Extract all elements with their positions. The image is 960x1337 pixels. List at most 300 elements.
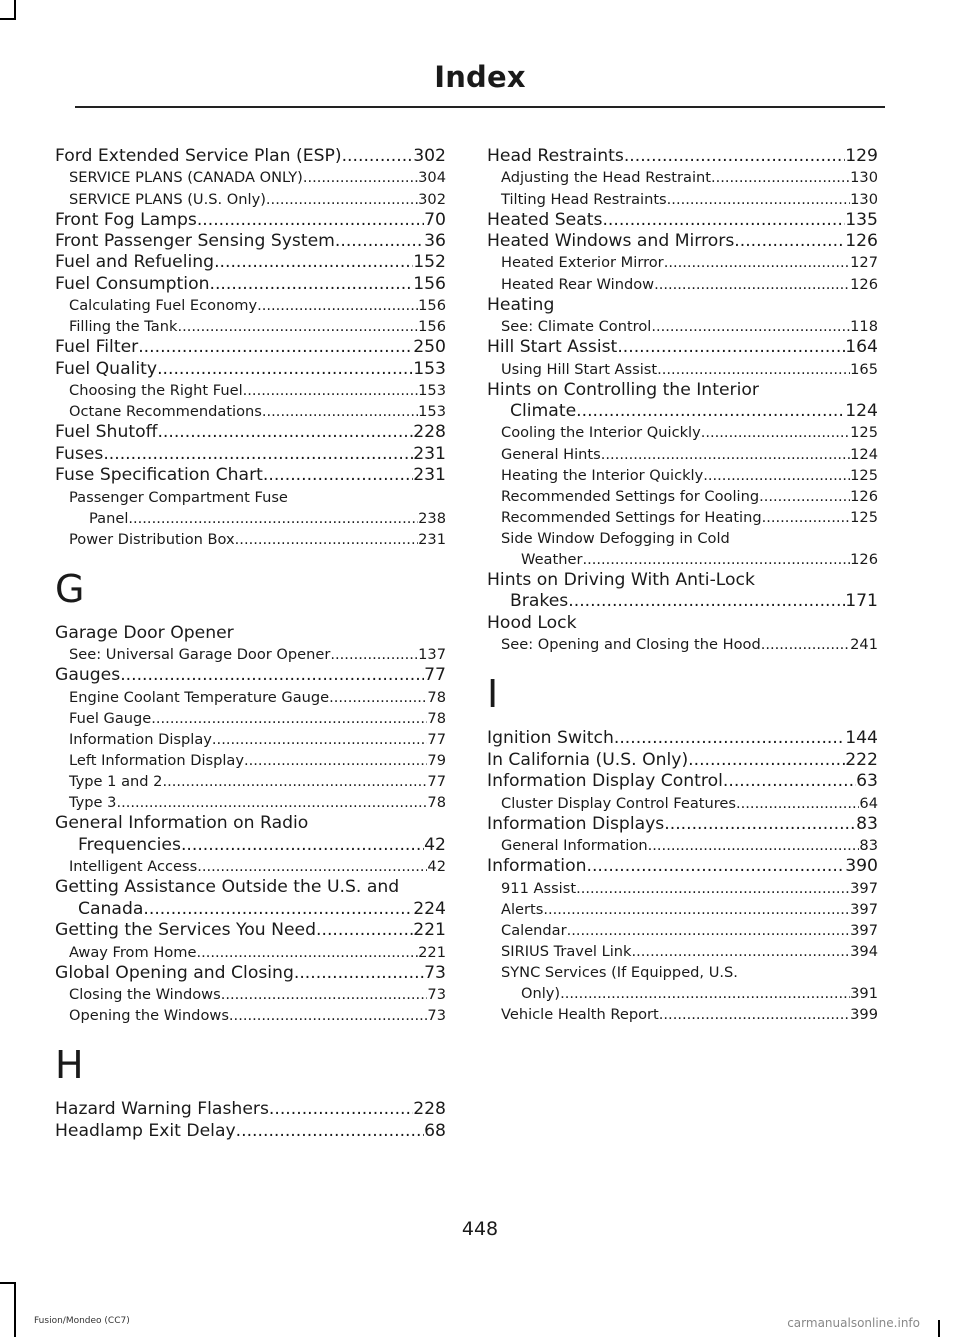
entry-text: SIRIUS Travel Link: [501, 942, 632, 960]
entry-row: [487, 274, 878, 295]
index-subentry: [487, 189, 878, 210]
entry-page-number: 124: [850, 445, 878, 463]
index-entry: [55, 422, 446, 443]
index-entry: [55, 274, 446, 295]
entry-text-line: Side Window Defogging in Cold: [501, 529, 730, 547]
dot-leader: [257, 295, 418, 316]
index-column-right: [487, 146, 878, 1025]
index-subentry: [55, 771, 446, 792]
section-letter: G: [55, 566, 85, 611]
entry-page-number: 231: [413, 465, 446, 486]
entry-text: Panel: [89, 509, 129, 527]
entry-page-number: 77: [424, 665, 446, 686]
entry-text: Ford Extended Service Plan (ESP): [55, 146, 342, 166]
index-entry: [55, 813, 446, 856]
index-subentry: [55, 316, 446, 337]
dot-leader: [316, 920, 413, 941]
index-subentry: [55, 401, 446, 422]
entry-page-number: 130: [850, 190, 878, 208]
entry-page-number: 231: [413, 443, 446, 464]
index-entry: [487, 295, 878, 316]
entry-text: Vehicle Health Report: [501, 1006, 659, 1024]
entry-row: [55, 920, 446, 941]
entry-row: [487, 728, 878, 749]
dot-leader: [624, 146, 845, 167]
entry-row: [55, 942, 446, 963]
entry-row: [55, 337, 446, 358]
index-subentry: [487, 793, 878, 814]
dot-leader: [236, 1121, 424, 1142]
entry-page-number: 304: [418, 169, 446, 187]
entry-row: [55, 984, 446, 1005]
dot-leader: [116, 792, 427, 813]
entry-text: Calculating Fuel Economy: [69, 297, 258, 315]
entry-page-number: 129: [845, 146, 878, 166]
entry-page-number: 73: [427, 1007, 446, 1025]
dot-leader: [335, 231, 424, 252]
entry-text-line: General Information on Radio: [55, 813, 309, 834]
index-subentry: [487, 634, 878, 655]
entry-page-number: 77: [427, 731, 446, 748]
dot-leader: [197, 210, 424, 231]
entry-page-number: 153: [418, 382, 446, 400]
entry-text: Heated Rear Window: [501, 275, 655, 293]
dot-leader: [614, 728, 845, 749]
index-entry: [55, 252, 446, 273]
entry-row: [487, 486, 878, 507]
entry-row: [55, 444, 446, 465]
entry-page-number: 124: [845, 401, 878, 421]
entry-row: [55, 210, 446, 231]
dot-leader: [128, 508, 418, 529]
entry-row: [55, 665, 446, 686]
entry-page-number: 397: [850, 921, 878, 939]
entry-page-number: 78: [427, 688, 446, 706]
index-subentry: [487, 252, 878, 273]
index-subentry: [55, 644, 446, 665]
entry-page-number: 152: [413, 252, 446, 273]
entry-text: Heated Exterior Mirror: [501, 254, 664, 272]
entry-text: Fuel Shutoff: [55, 422, 158, 443]
entry-page-number: 156: [418, 297, 446, 315]
index-subentry: [55, 942, 446, 963]
crop-mark-top-left-v: [14, 0, 16, 20]
entry-text: Canada: [78, 898, 144, 919]
dot-leader: [262, 401, 418, 422]
dot-leader: [266, 189, 418, 210]
dot-leader: [567, 920, 851, 941]
dot-leader: [263, 465, 413, 486]
dot-leader: [667, 189, 850, 210]
dot-leader: [151, 708, 427, 729]
entry-row: [487, 899, 878, 920]
index-subentry: [487, 507, 878, 528]
entry-row: [55, 422, 446, 443]
entry-text: Left Information Display: [69, 752, 245, 770]
dot-leader: [177, 316, 418, 337]
entry-text: Information Displays: [487, 813, 665, 834]
entry-text: Type 1 and 2: [69, 773, 163, 791]
index-subentry: [487, 962, 878, 1004]
entry-text: Using Hill Start Assist: [501, 360, 658, 378]
dot-leader: [143, 899, 413, 920]
entry-row: [55, 189, 446, 210]
entry-text: Garage Door Opener: [55, 622, 234, 643]
entry-row: [487, 401, 878, 422]
dot-leader: [229, 1005, 428, 1026]
dot-leader: [244, 750, 427, 771]
entry-text: Calendar: [501, 921, 567, 939]
entry-text: Fuses: [55, 443, 104, 464]
index-entry: [487, 728, 878, 749]
index-subentry: [55, 687, 446, 708]
index-entry: [55, 1121, 446, 1142]
index-subentry: [55, 189, 446, 210]
entry-row: [487, 465, 878, 486]
entry-page-number: 397: [850, 900, 878, 918]
entry-row: [487, 835, 878, 856]
index-subentry: [487, 920, 878, 941]
entry-row: [487, 231, 878, 252]
index-entry: [55, 623, 446, 644]
index-subentry: [487, 528, 878, 570]
entry-page-number: 79: [427, 752, 446, 770]
entry-page-number: 394: [850, 942, 878, 960]
index-subentry: [55, 295, 446, 316]
entry-text: Recommended Settings for Cooling: [501, 487, 760, 505]
dot-leader: [210, 274, 414, 295]
entry-row: [487, 359, 878, 380]
entry-page-number: 42: [427, 858, 446, 876]
entry-text: Heating: [487, 294, 555, 315]
dot-leader: [654, 274, 850, 295]
entry-text: Intelligent Access: [69, 858, 198, 876]
entry-page-number: 137: [418, 646, 446, 664]
crop-mark-bottom-left-h: [0, 1282, 16, 1284]
index-entry: [55, 1099, 446, 1120]
entry-row: [55, 687, 446, 708]
dot-leader: [568, 591, 845, 612]
index-subentry: [487, 486, 878, 507]
entry-text: Global Opening and Closing: [55, 962, 294, 983]
index-subentry: [487, 1004, 878, 1025]
entry-row: [55, 465, 446, 486]
dot-leader: [701, 422, 850, 443]
entry-text: Adjusting the Head Restraint: [501, 169, 711, 187]
entry-text: Closing the Windows: [69, 986, 221, 1003]
entry-text: Information: [487, 856, 587, 877]
dot-leader: [269, 1099, 413, 1120]
entry-row: [55, 1099, 446, 1120]
entry-row: [487, 983, 878, 1004]
index-entry: [487, 380, 878, 423]
entry-text: Power Distribution Box: [69, 530, 235, 548]
dot-leader: [214, 252, 413, 273]
page-number: 448: [461, 1218, 499, 1240]
entry-text: See: Climate Control: [501, 318, 652, 335]
entry-page-number: 250: [413, 337, 446, 358]
entry-page-number: 126: [850, 487, 878, 505]
entry-text: Information Display: [69, 731, 212, 748]
entry-text: Front Passenger Sensing System: [55, 231, 335, 251]
entry-page-number: 83: [856, 813, 878, 834]
dot-leader: [576, 878, 850, 899]
entry-text: Hazard Warning Flashers: [55, 1099, 269, 1120]
entry-text: Heating the Interior Quickly: [501, 466, 704, 484]
index-entry: [487, 771, 878, 792]
entry-row: [487, 549, 878, 570]
entry-page-number: 222: [845, 749, 878, 770]
entry-row: [487, 856, 878, 877]
entry-row: [55, 146, 446, 167]
entry-text-line: SYNC Services (If Equipped, U.S.: [501, 963, 738, 981]
entry-page-number: 221: [413, 920, 446, 941]
entry-page-number: 78: [427, 709, 446, 727]
dot-leader: [162, 771, 427, 792]
entry-text: Cooling the Interior Quickly: [501, 424, 701, 442]
index-entry: [487, 231, 878, 252]
index-entry: [55, 146, 446, 167]
dot-leader: [664, 252, 850, 273]
index-entry: [487, 750, 878, 771]
entry-text: See: Opening and Closing the Hood: [501, 636, 761, 654]
entry-page-number: 127: [850, 254, 878, 272]
entry-page-number: 156: [418, 318, 446, 336]
entry-page-number: 144: [845, 728, 878, 749]
entry-row: [487, 316, 878, 337]
entry-text: Hood Lock: [487, 612, 577, 633]
entry-text: Fuel Consumption: [55, 273, 210, 294]
entry-row: [55, 899, 446, 920]
dot-leader: [138, 337, 413, 358]
entry-text: General Hints: [501, 445, 601, 463]
index-subentry: [487, 422, 878, 443]
entry-row: [487, 146, 878, 167]
dot-leader: [197, 856, 427, 877]
entry-page-number: 63: [856, 771, 878, 792]
entry-page-number: 241: [850, 636, 878, 654]
watermark: carmanualsonline.info: [787, 1316, 920, 1330]
dot-leader: [736, 793, 859, 814]
crop-mark-bottom-left-v: [14, 1282, 16, 1337]
dot-leader: [181, 835, 424, 856]
entry-row: [55, 380, 446, 401]
entry-page-number: 78: [427, 794, 446, 812]
entry-row: [55, 231, 446, 252]
crop-mark-top-left-h: [0, 18, 16, 20]
dot-leader: [576, 401, 845, 422]
entry-page-number: 164: [845, 337, 878, 358]
dot-leader: [196, 942, 418, 963]
entry-text: Only): [521, 985, 561, 1003]
entry-page-number: 391: [850, 985, 878, 1003]
entry-row: [55, 359, 446, 380]
entry-text: Frequencies: [78, 834, 181, 855]
crop-mark-bottom-right-v: [938, 1320, 940, 1337]
entry-text: Getting the Services You Need: [55, 920, 317, 941]
entry-row: [55, 644, 446, 665]
index-subentry: [55, 1005, 446, 1026]
index-subentry: [55, 487, 446, 529]
index-entry: [487, 856, 878, 877]
entry-page-number: 73: [427, 986, 446, 1003]
entry-text: Ignition Switch: [487, 728, 614, 749]
dot-leader: [601, 444, 850, 465]
index-entry: [55, 920, 446, 941]
index-subentry: [487, 444, 878, 465]
entry-text: SERVICE PLANS (CANADA ONLY): [69, 169, 303, 187]
dot-leader: [330, 644, 418, 665]
index-entry: [55, 210, 446, 231]
entry-row: [487, 793, 878, 814]
entry-page-number: 231: [418, 530, 446, 548]
entry-text: Cluster Display Control Features: [501, 794, 737, 812]
index-subentry: [55, 792, 446, 813]
index-subentry: [487, 167, 878, 188]
index-entry: [55, 877, 446, 920]
dot-leader: [602, 210, 845, 231]
entry-row: [487, 252, 878, 273]
entry-page-number: 70: [424, 209, 446, 230]
index-subentry: [55, 529, 446, 550]
entry-text: Weather: [521, 550, 583, 568]
entry-page-number: 83: [859, 837, 878, 855]
dot-leader: [560, 983, 850, 1004]
page-title: Index: [434, 60, 526, 94]
index-subentry: [55, 856, 446, 877]
entry-page-number: 302: [413, 146, 446, 166]
entry-text: Tilting Head Restraints: [501, 190, 667, 208]
entry-text: Fuse Specification Chart: [55, 465, 263, 486]
entry-row: [487, 422, 878, 443]
index-entry: [487, 570, 878, 613]
index-entry: [55, 465, 446, 486]
index-entry: [487, 337, 878, 358]
dot-leader: [648, 835, 860, 856]
entry-text: General Information: [501, 837, 648, 855]
dot-leader: [632, 941, 851, 962]
index-subentry: [487, 899, 878, 920]
entry-text-line: Hints on Driving With Anti-Lock: [487, 570, 755, 591]
entry-text: Hill Start Assist: [487, 337, 618, 358]
entry-text: Front Fog Lamps: [55, 209, 197, 230]
index-subentry: [487, 274, 878, 295]
entry-page-number: 390: [845, 856, 878, 877]
header-divider: [75, 106, 885, 108]
entry-page-number: 171: [845, 591, 878, 612]
entry-page-number: 153: [413, 358, 446, 379]
entry-page-number: 228: [413, 1099, 446, 1120]
entry-page-number: 130: [850, 169, 878, 187]
entry-row: [487, 750, 878, 771]
index-entry: [487, 146, 878, 167]
index-subentry: [55, 984, 446, 1005]
entry-row: [487, 167, 878, 188]
index-entry: [55, 337, 446, 358]
entry-row: [55, 316, 446, 337]
entry-row: [55, 835, 446, 856]
entry-page-number: 228: [413, 422, 446, 443]
entry-row: [487, 337, 878, 358]
dot-leader: [103, 444, 413, 465]
dot-leader: [711, 167, 850, 188]
entry-page-number: 68: [424, 1120, 446, 1141]
dot-leader: [723, 771, 856, 792]
entry-text-line: Getting Assistance Outside the U.S. and: [55, 877, 400, 898]
entry-page-number: 118: [850, 318, 878, 335]
dot-leader: [659, 1004, 850, 1025]
section-letter: H: [55, 1043, 84, 1088]
dot-leader: [221, 984, 428, 1005]
entry-page-number: 156: [413, 273, 446, 294]
entry-page-number: 36: [424, 231, 446, 251]
index-subentry: [487, 465, 878, 486]
entry-text: Octane Recommendations: [69, 403, 262, 421]
entry-row: [487, 814, 878, 835]
index-subentry: [487, 316, 878, 337]
entry-row: [55, 729, 446, 750]
dot-leader: [657, 359, 850, 380]
section-letter: I: [487, 672, 499, 717]
entry-text: Gauges: [55, 665, 121, 686]
entry-row: [55, 252, 446, 273]
index-subentry: [55, 729, 446, 750]
dot-leader: [587, 856, 846, 877]
entry-page-number: 238: [418, 509, 446, 527]
entry-row: [487, 591, 878, 612]
entry-page-number: 42: [424, 834, 446, 855]
footer-model: Fusion/Mondeo (CC7): [34, 1316, 130, 1326]
entry-page-number: 125: [850, 466, 878, 484]
dot-leader: [235, 529, 418, 550]
entry-page-number: 126: [845, 231, 878, 251]
entry-text: Alerts: [501, 900, 544, 918]
entry-text-line: Passenger Compartment Fuse: [69, 488, 288, 506]
entry-row: [487, 507, 878, 528]
entry-text: Fuel Gauge: [69, 709, 152, 727]
dot-leader: [703, 465, 850, 486]
entry-page-number: 125: [850, 424, 878, 442]
entry-text: Filling the Tank: [69, 318, 178, 336]
dot-leader: [342, 146, 414, 167]
dot-leader: [543, 899, 850, 920]
index-subentry: [55, 750, 446, 771]
dot-leader: [759, 486, 850, 507]
index-entry: [55, 665, 446, 686]
index-column-left: [55, 146, 446, 1142]
index-subentry: [487, 878, 878, 899]
entry-page-number: 397: [850, 879, 878, 897]
entry-row: [55, 750, 446, 771]
entry-page-number: 73: [424, 962, 446, 983]
entry-page-number: 153: [418, 403, 446, 421]
entry-row: [487, 941, 878, 962]
index-entry: [55, 231, 446, 252]
index-entry: [487, 613, 878, 634]
dot-leader: [762, 507, 851, 528]
entry-text: Fuel Quality: [55, 358, 158, 379]
dot-leader: [664, 814, 856, 835]
entry-page-number: 126: [850, 275, 878, 293]
entry-text: Recommended Settings for Heating: [501, 508, 762, 526]
entry-text: Fuel and Refueling: [55, 252, 215, 273]
entry-row: [487, 1004, 878, 1025]
entry-text: SERVICE PLANS (U.S. Only): [69, 190, 266, 208]
index-entry: [487, 210, 878, 231]
entry-row: [55, 792, 446, 813]
entry-text: Choosing the Right Fuel: [69, 382, 243, 400]
dot-leader: [651, 316, 850, 337]
